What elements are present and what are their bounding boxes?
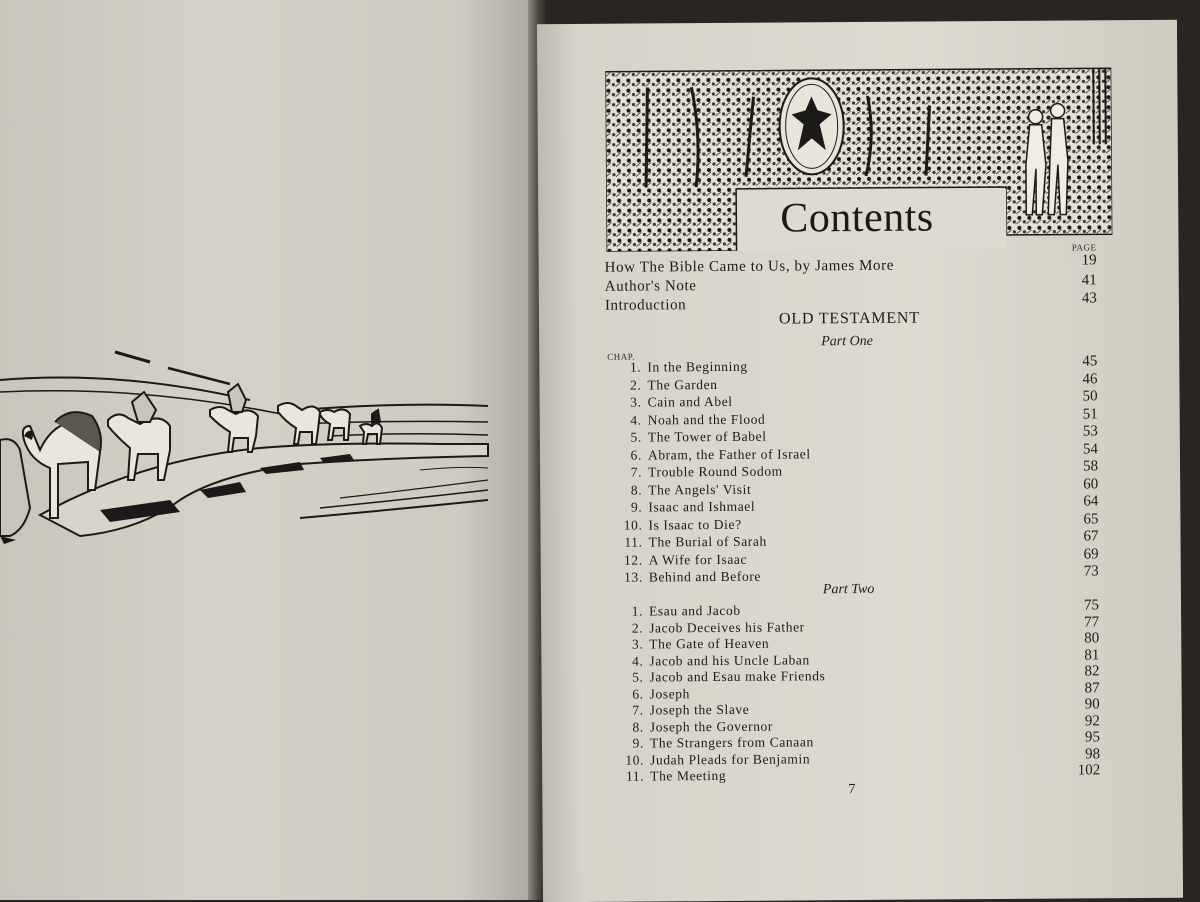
chapter-number: 10. [625,752,645,768]
chapter-title: Judah Pleads for Benjamin [650,750,811,767]
chapter-page-number: 90 [1084,696,1100,713]
chapter-page-number: 50 [1082,388,1098,405]
chapter-page-number: 64 [1083,493,1099,510]
chapter-page-number: 77 [1084,613,1100,630]
chapter-title: Jacob and his Uncle Laban [649,651,810,668]
front-matter-page: 19 [1081,252,1097,269]
chapter-number: 12. [623,552,643,568]
chapter-row [612,464,783,481]
section-heading: OLD TESTAMENT [778,309,920,328]
chapter-page-number: 67 [1083,528,1099,545]
chapter-number: 11. [624,534,643,550]
chapter-number: 8. [630,482,643,498]
chapter-page-number: 95 [1084,729,1100,746]
chapter-page-number: 81 [1084,646,1100,663]
chapter-title: The Gate of Heaven [649,635,770,652]
chapter-number: 13. [624,569,643,585]
contents-page [537,20,1183,902]
chapter-row [611,376,717,393]
camel-caravan-illustration [0,340,492,550]
chapter-row [611,359,747,376]
chapter-page-number: 92 [1084,712,1100,729]
page-title: Contents [780,194,934,242]
chapter-row [613,652,810,669]
chapter-title: The Angels' Visit [648,481,752,497]
chapter-row [614,702,750,719]
chapter-page-number: 75 [1083,597,1100,614]
chapter-number: 2. [630,377,642,393]
chapter-number: 11. [625,768,645,784]
chapter-title: Joseph the Slave [649,701,750,718]
chapter-row [613,619,805,636]
chapter-title: The Meeting [650,767,727,784]
chapter-title: A Wife for Isaac [648,551,748,567]
chapter-title: Behind and Before [648,568,762,585]
chapter-number: 8. [632,719,644,735]
part-heading: Part One [821,333,873,350]
chapter-page-number: 80 [1084,630,1100,647]
chapter-row [612,411,766,428]
front-matter-page: 43 [1081,290,1097,307]
chapter-row [614,686,690,703]
chapter-number: 5. [630,429,642,445]
chap-label: CHAP. [607,351,636,362]
chapter-title: Is Isaac to Die? [648,516,742,532]
chapter-row [614,718,773,735]
chapter-page-number: 46 [1082,370,1098,387]
chapter-number: 2. [631,620,644,636]
chapter-number: 5. [632,669,644,685]
chapter-title: Jacob and Esau make Friends [649,668,826,685]
chapter-number: 7. [632,702,644,718]
chapter-title: The Tower of Babel [647,428,767,445]
chapter-row [613,534,767,551]
chapter-title: In the Beginning [647,358,748,375]
chapter-page-number: 53 [1082,423,1098,440]
chapter-row [612,394,733,411]
chapter-number: 6. [630,447,643,463]
left-page [0,0,540,900]
chapter-number: 9. [630,499,643,515]
chapter-title: Jacob Deceives his Father [649,618,805,635]
chapter-number: 1. [631,603,644,619]
chapter-title: Isaac and Ishmael [648,498,756,515]
front-matter-title: How The Bible Came to Us, by James More [604,257,895,276]
chapter-title: The Strangers from Canaan [649,734,814,751]
chapter-number: 3. [631,636,644,652]
chapter-title: The Garden [647,376,718,392]
chapter-number: 4. [632,653,644,669]
chapter-row [612,446,811,463]
chapter-number: 4. [630,412,642,428]
page-column-label: PAGE [1071,242,1097,253]
chapter-row [614,768,726,785]
chapter-page-number: 65 [1083,510,1099,527]
chapter-row [613,551,748,568]
chapter-row [612,429,767,446]
chapter-title: Noah and the Flood [647,411,766,427]
chapter-row [613,569,761,586]
chapter-title: Abram, the Father of Israel [647,445,811,462]
chapter-page-number: 82 [1084,663,1100,680]
chapter-page-number: 51 [1082,405,1098,422]
chapter-title: Joseph [649,685,691,701]
chapter-number: 10. [623,517,643,533]
chapter-page-number: 54 [1082,440,1098,457]
chapter-title: Esau and Jacob [648,602,741,619]
chapter-number: 9. [632,735,645,751]
chapter-title: Cain and Abel [647,393,733,410]
front-matter-title: Author's Note [604,278,697,295]
front-matter-title: Introduction [604,297,687,314]
chapter-title: The Burial of Sarah [648,533,767,550]
chapter-page-number: 102 [1077,762,1101,779]
chapter-page-number: 45 [1082,353,1098,370]
chapter-page-number: 73 [1083,563,1099,580]
chapter-row [614,734,814,751]
chapter-page-number: 60 [1083,475,1099,492]
chapter-page-number: 69 [1083,545,1099,562]
chapter-row [614,751,810,768]
chapter-row [612,516,741,533]
chapter-number: 6. [632,686,644,702]
chapter-number: 3. [630,394,642,410]
part-heading: Part Two [822,581,875,598]
chapter-row [613,636,769,653]
chapter-row [613,668,825,685]
chapter-title: Trouble Round Sodom [648,463,783,480]
chapter-page-number: 87 [1084,679,1100,696]
chapter-row [612,481,751,498]
chapter-row [612,499,755,516]
chapter-page-number: 98 [1084,745,1101,762]
chapter-title: Joseph the Governor [649,718,774,734]
chapter-number: 7. [630,464,643,480]
chapter-number: 1. [629,359,642,375]
chapter-row [613,603,741,620]
front-matter-page: 41 [1081,272,1097,289]
page-number: 7 [848,782,856,798]
chapter-page-number: 58 [1082,458,1099,475]
